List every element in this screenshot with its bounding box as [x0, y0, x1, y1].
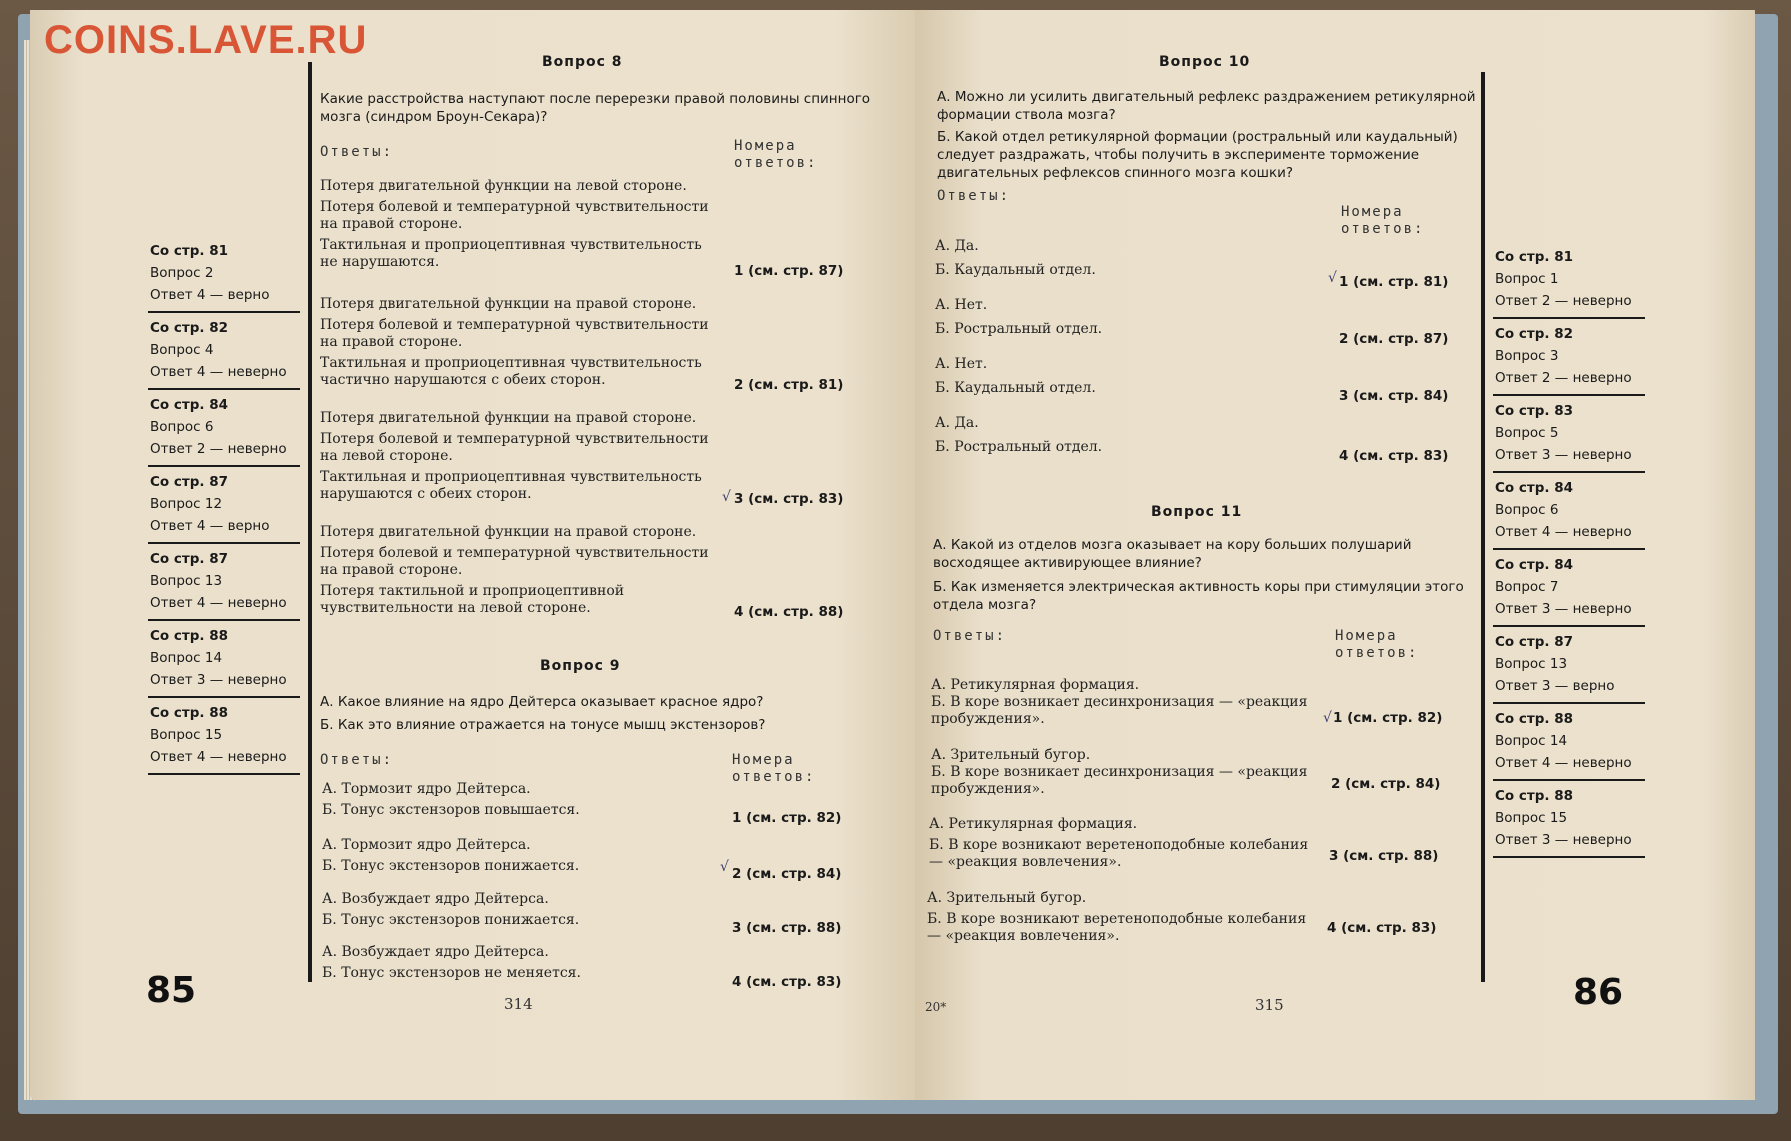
handwritten-check-icon: √: [1323, 710, 1332, 726]
margin-ref: Со стр. 88: [150, 628, 228, 644]
margin-entry: [148, 236, 300, 313]
margin-answer: Ответ 3 — неверно: [1495, 447, 1632, 463]
handwritten-check-icon: √: [1328, 270, 1337, 286]
option-line: Тактильная и проприоцептивная чувствительность частично нарушаются с обеих сторон.: [320, 355, 702, 388]
answer-ref: 3 (см. стр. 83): [734, 491, 844, 507]
option-line: А. Тормозит ядро Дейтерса.: [322, 837, 531, 853]
margin-question: Вопрос 13: [150, 573, 223, 589]
option-line: Потеря тактильной и проприоцептивной чувствительности на левой стороне.: [320, 583, 625, 616]
option-line: А. Ретикулярная формация.: [929, 816, 1138, 832]
margin-question: Вопрос 15: [1495, 810, 1568, 826]
margin-ref: Со стр. 84: [150, 397, 228, 413]
question-part-b: Б. Как это влияние отражается на тонусе мышц экстензоров?: [320, 717, 766, 733]
question-title: Вопрос 10: [1159, 54, 1251, 70]
question-part-a: А. Какой из отделов мозга оказывает на кору больших полушарий восходящее активирующее влияние?: [933, 537, 1412, 571]
question-part-a: А. Какое влияние на ядро Дейтерса оказывает красное ядро?: [320, 694, 764, 710]
option-line: Б. Тонус экстензоров повышается.: [322, 802, 580, 818]
margin-entry: [1493, 550, 1645, 627]
option-line: Потеря двигательной функции на левой стороне.: [320, 178, 687, 194]
margin-ref: Со стр. 87: [150, 551, 228, 567]
option-line: Б. Тонус экстензоров не меняется.: [322, 965, 581, 981]
answer-ref: 3 (см. стр. 84): [1339, 388, 1449, 404]
answer-ref: 3 (см. стр. 88): [1329, 848, 1439, 864]
margin-question: Вопрос 6: [150, 419, 214, 435]
option-line: А. Возбуждает ядро Дейтерса.: [322, 891, 549, 907]
right-page-rule: [1481, 72, 1485, 982]
answer-option: [927, 890, 1307, 945]
left-page-rule: [308, 62, 312, 982]
answer-ref: 4 (см. стр. 83): [1339, 448, 1449, 464]
answer-option: [322, 837, 702, 875]
answer-option: [320, 524, 720, 617]
margin-answer: Ответ 3 — неверно: [1495, 601, 1632, 617]
handwritten-check-icon: √: [720, 859, 729, 875]
margin-entry: [148, 544, 300, 621]
margin-question: Вопрос 1: [1495, 271, 1559, 287]
margin-answer: Ответ 4 — неверно: [150, 364, 287, 380]
question-text: Какие расстройства наступают после перерезки правой половины спинного мозга (синдром Броун-Секара)?: [320, 91, 871, 125]
margin-entry: [148, 467, 300, 544]
margin-question: Вопрос 14: [1495, 733, 1568, 749]
option-line: Б. Тонус экстензоров понижается.: [322, 912, 580, 928]
right-page: [915, 10, 1755, 1100]
numbers-label-line: ответов:: [1335, 645, 1419, 661]
numbers-label: [1341, 204, 1424, 238]
option-line: Б. В коре возникают веретеноподобные колебания — «реакция вовлечения».: [927, 911, 1307, 944]
margin-entry: [148, 698, 300, 775]
answer-option: [322, 944, 702, 982]
signature-mark: 20*: [925, 1000, 947, 1014]
margin-question: Вопрос 12: [150, 496, 223, 512]
option-line: Потеря болевой и температурной чувствительности на левой стороне.: [320, 431, 709, 464]
margin-ref: Со стр. 81: [150, 243, 228, 259]
question-part-b: Б. Как изменяется электрическая активность коры при стимуляции этого отдела мозга?: [933, 579, 1464, 613]
answer-option: [931, 747, 1311, 798]
answer-ref: 2 (см. стр. 84): [1331, 776, 1441, 792]
margin-answer: Ответ 3 — неверно: [1495, 832, 1632, 848]
margin-answer: Ответ 4 — неверно: [1495, 524, 1632, 540]
option-line: Тактильная и проприоцептивная чувствительность нарушаются с обеих сторон.: [320, 469, 702, 502]
margin-question: Вопрос 7: [1495, 579, 1559, 595]
margin-ref: Со стр. 84: [1495, 557, 1573, 573]
watermark: COINS.LAVE.RU: [44, 18, 368, 62]
margin-question: Вопрос 15: [150, 727, 223, 743]
margin-answer: Ответ 4 — верно: [150, 287, 270, 303]
option-line: Б. В коре возникает десинхронизация — «реакция пробуждения».: [931, 764, 1308, 797]
answer-option: [935, 356, 1265, 397]
margin-answer: Ответ 3 — неверно: [150, 672, 287, 688]
margin-answer: Ответ 4 — верно: [150, 518, 270, 534]
margin-answer: Ответ 2 — неверно: [1495, 293, 1632, 309]
margin-entry: [1493, 319, 1645, 396]
margin-entry: [1493, 473, 1645, 550]
margin-question: Вопрос 4: [150, 342, 214, 358]
numbers-label: [734, 138, 817, 172]
margin-entry: [148, 313, 300, 390]
option-line: А. Нет.: [935, 356, 988, 372]
option-line: Б. Ростральный отдел.: [935, 439, 1103, 455]
margin-ref: Со стр. 82: [1495, 326, 1573, 342]
answer-option: [322, 781, 702, 819]
margin-question: Вопрос 14: [150, 650, 223, 666]
left-page: [30, 10, 925, 1100]
answer-ref: 3 (см. стр. 88): [732, 920, 842, 936]
page-number: 85: [146, 970, 197, 1011]
margin-answer: Ответ 4 — неверно: [150, 749, 287, 765]
margin-question: Вопрос 13: [1495, 656, 1568, 672]
option-line: А. Возбуждает ядро Дейтерса.: [322, 944, 549, 960]
margin-answer: Ответ 4 — неверно: [1495, 755, 1632, 771]
numbers-label-line: ответов:: [734, 155, 818, 171]
answer-ref: 1 (см. стр. 87): [734, 263, 844, 279]
option-line: А. Да.: [935, 238, 979, 254]
answers-label: Ответы:: [937, 188, 1011, 204]
option-line: Б. Ростральный отдел.: [935, 321, 1103, 337]
margin-ref: Со стр. 88: [1495, 788, 1573, 804]
numbers-label: [732, 752, 815, 786]
answer-option: [320, 410, 720, 503]
answer-option: [935, 238, 1265, 279]
question-title: Вопрос 11: [1151, 504, 1243, 520]
margin-entry: [1493, 781, 1645, 858]
answers-label: Ответы:: [320, 144, 394, 160]
option-line: Потеря болевой и температурной чувствительности на правой стороне.: [320, 199, 709, 232]
answer-ref: 2 (см. стр. 84): [732, 866, 842, 882]
option-line: Потеря двигательной функции на правой стороне.: [320, 410, 697, 426]
margin-question: Вопрос 3: [1495, 348, 1559, 364]
margin-entry: [1493, 627, 1645, 704]
option-line: Б. Каудальный отдел.: [935, 380, 1096, 396]
option-line: А. Зрительный бугор.: [931, 747, 1091, 763]
margin-answer: Ответ 3 — верно: [1495, 678, 1615, 694]
option-line: А. Да.: [935, 415, 979, 431]
numbers-label-line: Номера: [732, 752, 795, 768]
folio: 314: [504, 995, 533, 1013]
numbers-label-line: Номера: [1335, 628, 1398, 644]
answer-option: [322, 891, 702, 929]
right-margin-list: [1493, 242, 1645, 858]
margin-ref: Со стр. 88: [1495, 711, 1573, 727]
option-line: Потеря болевой и температурной чувствительности на правой стороне.: [320, 545, 709, 578]
answer-option: [929, 816, 1309, 871]
option-line: Потеря двигательной функции на правой стороне.: [320, 524, 697, 540]
page-number: 86: [1573, 972, 1624, 1013]
margin-ref: Со стр. 84: [1495, 480, 1573, 496]
margin-answer: Ответ 2 — неверно: [150, 441, 287, 457]
answer-option: [320, 296, 720, 389]
option-line: Тактильная и проприоцептивная чувствительность не нарушаются.: [320, 237, 702, 270]
margin-ref: Со стр. 83: [1495, 403, 1573, 419]
margin-question: Вопрос 6: [1495, 502, 1559, 518]
option-line: Потеря двигательной функции на правой стороне.: [320, 296, 697, 312]
margin-answer: Ответ 4 — неверно: [150, 595, 287, 611]
question-title: Вопрос 8: [542, 54, 623, 70]
option-line: Б. Тонус экстензоров понижается.: [322, 858, 580, 874]
numbers-label: [1335, 628, 1418, 662]
numbers-label-line: Номера: [734, 138, 797, 154]
question-part-a: А. Можно ли усилить двигательный рефлекс раздражением ретикулярной формации ствола мозга?: [937, 89, 1476, 123]
answer-option: [931, 677, 1311, 728]
handwritten-check-icon: √: [722, 489, 731, 505]
answer-option: [935, 415, 1265, 456]
option-line: Б. В коре возникает десинхронизация — «реакция пробуждения».: [931, 694, 1308, 727]
margin-ref: Со стр. 87: [1495, 634, 1573, 650]
question-part-b: Б. Какой отдел ретикулярной формации (ростральный или каудальный) следует раздражать, чтобы получить в эксперименте торможение двигательных рефлексов спинного мозга кошки?: [937, 129, 1458, 181]
answer-option: [935, 297, 1265, 338]
margin-ref: Со стр. 82: [150, 320, 228, 336]
option-line: А. Нет.: [935, 297, 988, 313]
option-line: Б. Каудальный отдел.: [935, 262, 1096, 278]
answer-ref: 2 (см. стр. 81): [734, 377, 844, 393]
margin-entry: [148, 621, 300, 698]
margin-ref: Со стр. 88: [150, 705, 228, 721]
margin-entry: [1493, 396, 1645, 473]
numbers-label-line: Номера: [1341, 204, 1404, 220]
question-title: Вопрос 9: [540, 658, 621, 674]
folio: 315: [1255, 996, 1284, 1014]
answer-ref: 1 (см. стр. 82): [1333, 710, 1443, 726]
option-line: А. Ретикулярная формация.: [931, 677, 1140, 693]
margin-entry: [1493, 704, 1645, 781]
answer-option: [320, 178, 720, 271]
margin-entry: [1493, 242, 1645, 319]
option-line: Б. В коре возникают веретеноподобные колебания — «реакция вовлечения».: [929, 837, 1309, 870]
margin-entry: [148, 390, 300, 467]
option-line: Потеря болевой и температурной чувствительности на правой стороне.: [320, 317, 709, 350]
answer-ref: 4 (см. стр. 83): [732, 974, 842, 990]
margin-answer: Ответ 2 — неверно: [1495, 370, 1632, 386]
numbers-label-line: ответов:: [1341, 221, 1425, 237]
numbers-label-line: ответов:: [732, 769, 816, 785]
margin-ref: Со стр. 87: [150, 474, 228, 490]
answer-ref: 4 (см. стр. 88): [734, 604, 844, 620]
answer-ref: 1 (см. стр. 81): [1339, 274, 1449, 290]
answer-ref: 2 (см. стр. 87): [1339, 331, 1449, 347]
answers-label: Ответы:: [933, 628, 1007, 644]
margin-ref: Со стр. 81: [1495, 249, 1573, 265]
margin-question: Вопрос 2: [150, 265, 214, 281]
option-line: А. Тормозит ядро Дейтерса.: [322, 781, 531, 797]
left-margin-list: [148, 236, 300, 775]
answer-ref: 1 (см. стр. 82): [732, 810, 842, 826]
answers-label: Ответы:: [320, 752, 394, 768]
option-line: А. Зрительный бугор.: [927, 890, 1087, 906]
margin-question: Вопрос 5: [1495, 425, 1559, 441]
answer-ref: 4 (см. стр. 83): [1327, 920, 1437, 936]
